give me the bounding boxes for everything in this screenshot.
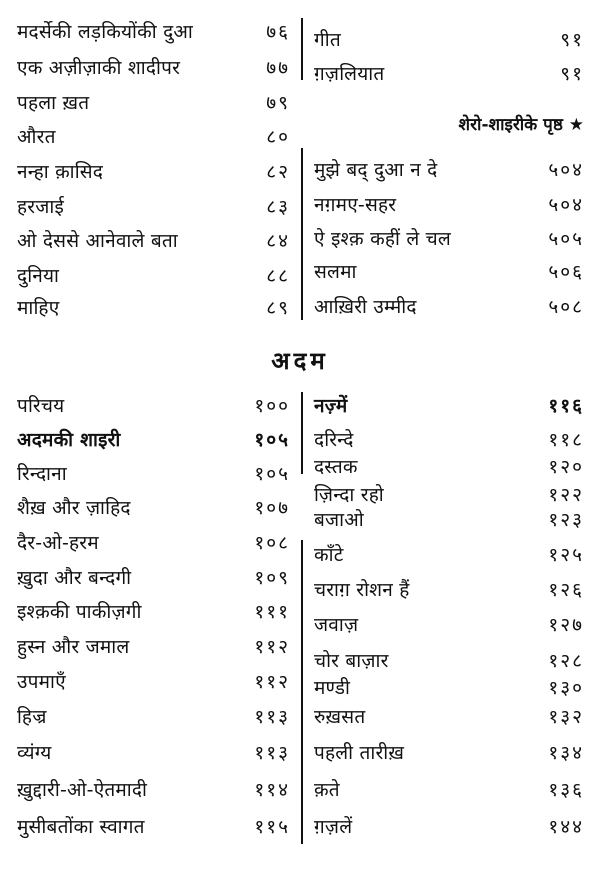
- column-divider: [301, 392, 303, 474]
- entry-title: दस्तक: [314, 456, 358, 478]
- entry-title: जवाज़: [314, 614, 359, 636]
- entry-title: पहली तारीख़: [314, 742, 405, 764]
- toc-entry: [314, 508, 584, 532]
- entry-title: व्यंग्य: [17, 742, 52, 764]
- entry-page: ११३: [254, 706, 290, 728]
- entry-page: १०९: [254, 567, 290, 589]
- toc-entry: [314, 578, 584, 602]
- entry-page: ५०४: [548, 159, 584, 181]
- entry-page: ८३: [266, 196, 290, 218]
- entry-page: ५०६: [548, 261, 584, 283]
- toc-entry: [314, 455, 584, 479]
- entry-title: परिचय: [17, 395, 65, 417]
- entry-title: दरिन्दे: [314, 429, 354, 451]
- entry-page: १३०: [548, 677, 584, 699]
- entry-title: आख़िरी उम्मीद: [314, 296, 417, 318]
- entry-title: औरत: [17, 126, 56, 148]
- toc-entry: [17, 428, 290, 452]
- entry-page: १०८: [254, 532, 290, 554]
- entry-page: ११४: [254, 779, 290, 801]
- entry-title: रिन्दाना: [17, 463, 67, 485]
- entry-title: रुख़सत: [314, 706, 366, 728]
- entry-page: ९१: [560, 29, 584, 51]
- entry-page: १३६: [548, 779, 584, 801]
- entry-page: ११२: [254, 671, 290, 693]
- entry-title: पहला ख़त: [17, 92, 90, 114]
- entry-page: ८०: [266, 126, 290, 148]
- entry-title: गीत: [314, 29, 341, 51]
- entry-title: नन्हा क़ासिद: [17, 161, 104, 183]
- toc-entry: [314, 741, 584, 765]
- toc-entry: [314, 705, 584, 729]
- entry-page: ८८: [266, 265, 290, 287]
- entry-page: १२६: [548, 579, 584, 601]
- entry-page: १२७: [548, 614, 584, 636]
- toc-entry: [314, 543, 584, 567]
- entry-title: अदमकी शाइरी: [17, 429, 121, 451]
- entry-title: दुनिया: [17, 265, 60, 287]
- entry-title: ज़िन्दा रहो: [314, 484, 384, 506]
- column-divider: [301, 540, 303, 844]
- entry-title: चराग़ रोशन हैं: [314, 579, 410, 601]
- entry-title: उपमाएँ: [17, 671, 66, 693]
- entry-page: ११२: [254, 636, 290, 658]
- entry-page: ८२: [266, 161, 290, 183]
- entry-title: हुस्न और जमाल: [17, 636, 130, 658]
- entry-page: १२५: [548, 544, 584, 566]
- entry-page: ११६: [548, 395, 584, 417]
- entry-page: १४४: [548, 816, 584, 838]
- toc-entry: [17, 705, 290, 729]
- entry-title: हरजाई: [17, 196, 65, 218]
- entry-page: ८९: [266, 297, 290, 319]
- subheading: शेरो-शाइरीके पृष्ठ ★: [458, 115, 584, 135]
- section-title: अदम: [271, 347, 329, 375]
- toc-entry: [314, 676, 584, 700]
- entry-title: दैर-ओ-हरम: [17, 532, 99, 554]
- entry-title: चोर बाज़ार: [314, 650, 389, 672]
- entry-title: इश्क़की पाकीज़गी: [17, 601, 142, 623]
- toc-entry: [17, 496, 290, 520]
- entry-title: ख़ुद्दारी-ओ-ऐतमादी: [17, 779, 148, 801]
- toc-entry: [314, 394, 584, 418]
- toc-entry: [314, 483, 584, 507]
- entry-title: ग़ज़लियात: [314, 63, 385, 85]
- toc-entry: [17, 635, 290, 659]
- entry-page: १२३: [548, 509, 584, 531]
- entry-title: हिज्र: [17, 706, 47, 728]
- toc-entry: [17, 741, 290, 765]
- toc-entry: [17, 531, 290, 555]
- toc-entry: [17, 778, 290, 802]
- entry-page: ८४: [266, 230, 290, 252]
- toc-entry: [17, 462, 290, 486]
- entry-page: १०७: [254, 497, 290, 519]
- entry-page: ११८: [548, 429, 584, 451]
- toc-entry: [17, 394, 290, 418]
- entry-page: १००: [254, 395, 290, 417]
- entry-title: ग़ज़लें: [314, 816, 353, 838]
- entry-page: ५०८: [548, 296, 584, 318]
- entry-title: मुसीबतोंका स्वागत: [17, 816, 145, 838]
- entry-page: ७६: [266, 21, 290, 43]
- toc-entry: [314, 613, 584, 637]
- entry-page: ११३: [254, 742, 290, 764]
- entry-title: माहिए: [17, 297, 60, 319]
- entry-title: नग़मए-सहर: [314, 194, 397, 216]
- toc-entry: [17, 670, 290, 694]
- toc-entry: [17, 600, 290, 624]
- entry-page: १३२: [548, 706, 584, 728]
- entry-title: बजाओ: [314, 509, 364, 531]
- toc-entry: [314, 428, 584, 452]
- entry-title: ख़ुदा और बन्दगी: [17, 567, 132, 589]
- entry-page: ९१: [560, 63, 584, 85]
- entry-title: काँटे: [314, 544, 344, 566]
- entry-page: १११: [254, 601, 290, 623]
- column-divider: [301, 148, 303, 320]
- entry-page: १२२: [548, 484, 584, 506]
- entry-title: मुझे बद् दुआ न दे: [314, 159, 438, 181]
- bottom-left-column: [17, 0, 290, 874]
- bottom-right-column: [314, 0, 584, 874]
- entry-title: नज़्में: [314, 395, 348, 417]
- entry-title: क़ते: [314, 779, 340, 801]
- entry-page: ११५: [254, 816, 290, 838]
- entry-page: ७९: [266, 92, 290, 114]
- entry-title: शैख़ और ज़ाहिद: [17, 497, 131, 519]
- entry-page: ५०५: [548, 228, 584, 250]
- entry-title: मण्डी: [314, 677, 351, 699]
- entry-page: १०५: [254, 429, 290, 451]
- toc-entry: [17, 815, 290, 839]
- entry-page: १२०: [548, 456, 584, 478]
- column-divider: [301, 18, 303, 80]
- entry-page: १२८: [548, 650, 584, 672]
- entry-title: ऐ इश्क़ कहीं ले चल: [314, 228, 451, 250]
- entry-title: मदर्सेकी लड़कियोंकी दुआ: [17, 21, 194, 43]
- toc-entry: [314, 649, 584, 673]
- entry-page: १०५: [254, 463, 290, 485]
- entry-title: सलमा: [314, 261, 357, 283]
- toc-entry: [314, 815, 584, 839]
- entry-page: १३४: [548, 742, 584, 764]
- entry-page: ७७: [266, 57, 290, 79]
- toc-entry: [314, 778, 584, 802]
- entry-title: एक अज़ीज़ाकी शादीपर: [17, 57, 181, 79]
- entry-title: ओ देससे आनेवाले बता: [17, 230, 178, 252]
- entry-page: ५०४: [548, 194, 584, 216]
- toc-entry: [17, 566, 290, 590]
